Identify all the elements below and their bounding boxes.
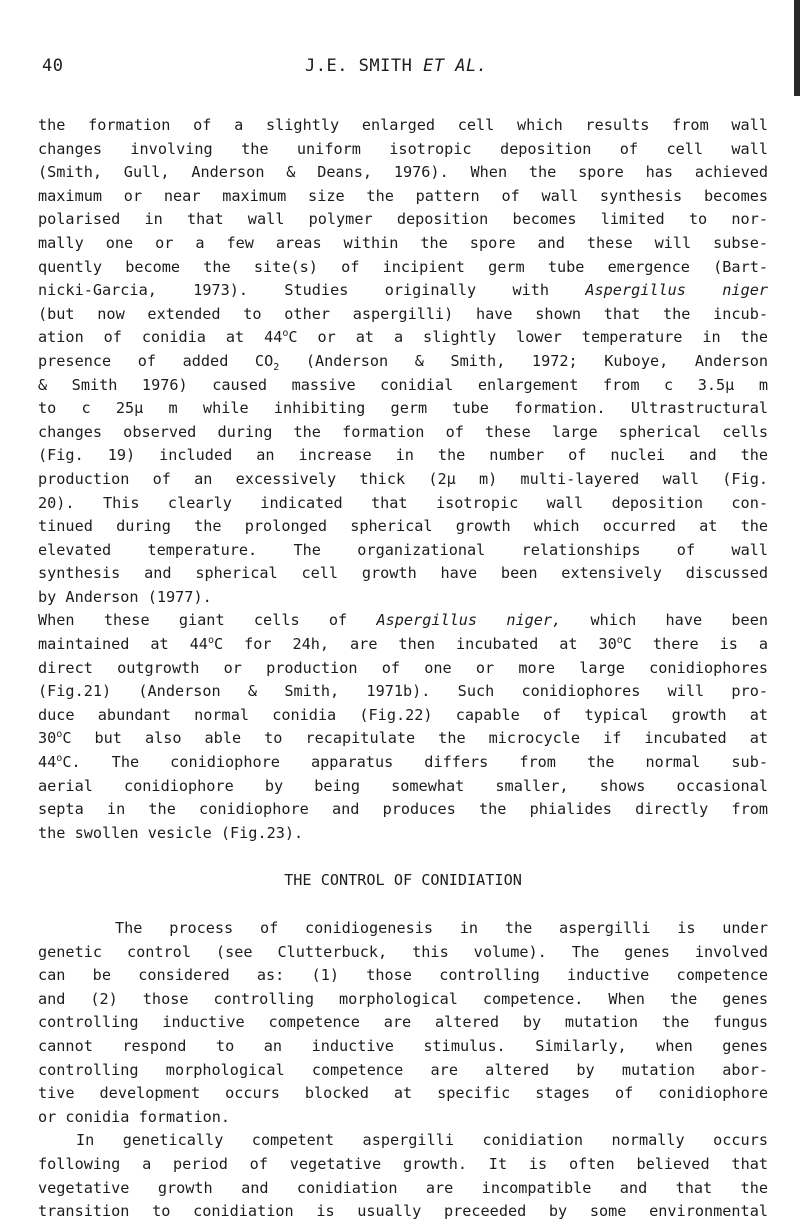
text-line: aerial conidiophore by being somewhat smaller, shows occasional — [38, 776, 768, 795]
text-line: changes involving the uniform isotropic deposition of cell wall — [38, 139, 768, 158]
text-line: (but now extended to other aspergilli) have shown that the incub- — [38, 304, 768, 323]
text-line: 20). This clearly indicated that isotropic wall deposition con- — [38, 493, 768, 512]
degree-mark: o — [282, 328, 289, 340]
paragraph-wall-synthesis — [38, 114, 768, 609]
text-line: quently become the site(s) of incipient germ tube emergence (Bart- — [38, 257, 768, 276]
text-line: mally one or a few areas within the spore and these will subse- — [38, 233, 768, 252]
text-line: tinued during the prolonged spherical growth which occurred at the — [38, 517, 768, 536]
degree-mark: o — [207, 635, 214, 646]
text-line: tive development occurs blocked at specific stages of conidiophore — [38, 1084, 768, 1103]
text-line: When these giant cells of Aspergillus niger, which have been — [38, 611, 768, 630]
text-line: cannot respond to an inductive stimulus. Similarly, when genes — [38, 1036, 768, 1055]
text-line: genetic control (see Clutterbuck, this volume). The genes involved — [38, 942, 768, 961]
subscript: 2 — [273, 361, 280, 373]
text-line: the formation of a slightly enlarged cell which results from wall — [38, 116, 768, 134]
text-line: or conidia formation. — [38, 1107, 231, 1126]
text-line: maximum or near maximum size the pattern of wall synthesis becomes — [38, 186, 768, 205]
text-line: production of an excessively thick (2μ m) multi-layered wall (Fig. — [38, 469, 768, 488]
text-line: vegetative growth and conidiation are incompatible and that the — [38, 1178, 768, 1197]
text-line: (Smith, Gull, Anderson & Deans, 1976). When the spore has achieved — [38, 163, 768, 182]
degree-mark: o — [616, 635, 623, 646]
header-authors: J.E. SMITH ET AL. — [305, 56, 488, 76]
text-line: following a period of vegetative growth. It is often believed that — [38, 1154, 768, 1173]
paragraph-competent-aspergilli — [38, 1129, 768, 1223]
text-line: presence of added $CO_2$ (Anderson & Smith, 1972; Kuboye, Anderson — [38, 351, 768, 373]
text-line: 44$^o$C. The conidiophore apparatus differs from the normal sub- — [38, 752, 768, 772]
text-line: The process of conidiogenesis in the aspergilli is under — [115, 919, 768, 937]
text-line: maintained at 44$^o$C for 24h, are then incubated at 30$^o$C there is a — [38, 635, 768, 654]
page-edge-shadow — [794, 0, 800, 96]
text-line: synthesis and spherical cell growth have been extensively discussed — [38, 564, 768, 583]
text-line: can be considered as: (1) those controlling inductive competence — [38, 966, 768, 985]
degree-mark: o — [56, 729, 63, 741]
text-line: ation of conidia at 44$^o$C or at a slightly lower temperature in the — [38, 328, 768, 347]
text-line: & Smith 1976) caused massive conidial enlargement from c 3.5μ m — [38, 375, 768, 394]
text-line: controlling inductive competence are altered by mutation the fungus — [38, 1013, 768, 1032]
text-line: septa in the conidiophore and produces the phialides directly from — [38, 800, 768, 819]
text-line: (Fig. 19) included an increase in the number of nuclei and the — [38, 446, 768, 465]
text-line: elevated temperature. The organizational relationships of wall — [38, 540, 768, 559]
text-line: 30$^o$C but also able to recapitulate the microcycle if incubated at — [38, 729, 768, 748]
section-heading: THE CONTROL OF CONIDIATION — [284, 871, 522, 890]
text-line: to c 25μ m while inhibiting germ tube formation. Ultrastructural — [38, 399, 768, 418]
species-name: Aspergillus niger — [585, 281, 768, 300]
species-name: Aspergillus niger, — [376, 611, 562, 630]
text-line: and (2) those controlling morphological competence. When the genes — [38, 989, 768, 1008]
paragraph-giant-cells — [38, 609, 768, 845]
text-line: polarised in that wall polymer deposition becomes limited to nor- — [38, 210, 768, 229]
header-et-al: ET AL. — [423, 56, 488, 76]
page-body — [38, 114, 768, 1224]
text-line: transition to conidiation is usually preceeded by some environmental — [38, 1202, 768, 1221]
text-line: changes observed during the formation of these large spherical cells — [38, 422, 768, 441]
degree-mark: o — [56, 752, 63, 764]
text-line: controlling morphological competence are altered by mutation abor- — [38, 1060, 768, 1079]
text-line: duce abundant normal conidia (Fig.22) capable of typical growth at — [38, 705, 768, 724]
text-line: (Fig.21) (Anderson & Smith, 1971b). Such conidiophores will pro- — [38, 682, 768, 701]
text-line: In genetically competent aspergilli conidiation normally occurs — [76, 1131, 768, 1150]
text-line: by Anderson (1977). — [38, 587, 212, 606]
page-number: 40 — [42, 56, 64, 76]
text-line: direct outgrowth or production of one or more large conidiophores — [38, 658, 768, 677]
text-line: nicki-Garcia, 1973). Studies originally with Aspergillus niger — [38, 281, 768, 300]
paragraph-genetic-control — [38, 917, 768, 1129]
text-line: the swollen vesicle (Fig.23). — [38, 823, 304, 842]
